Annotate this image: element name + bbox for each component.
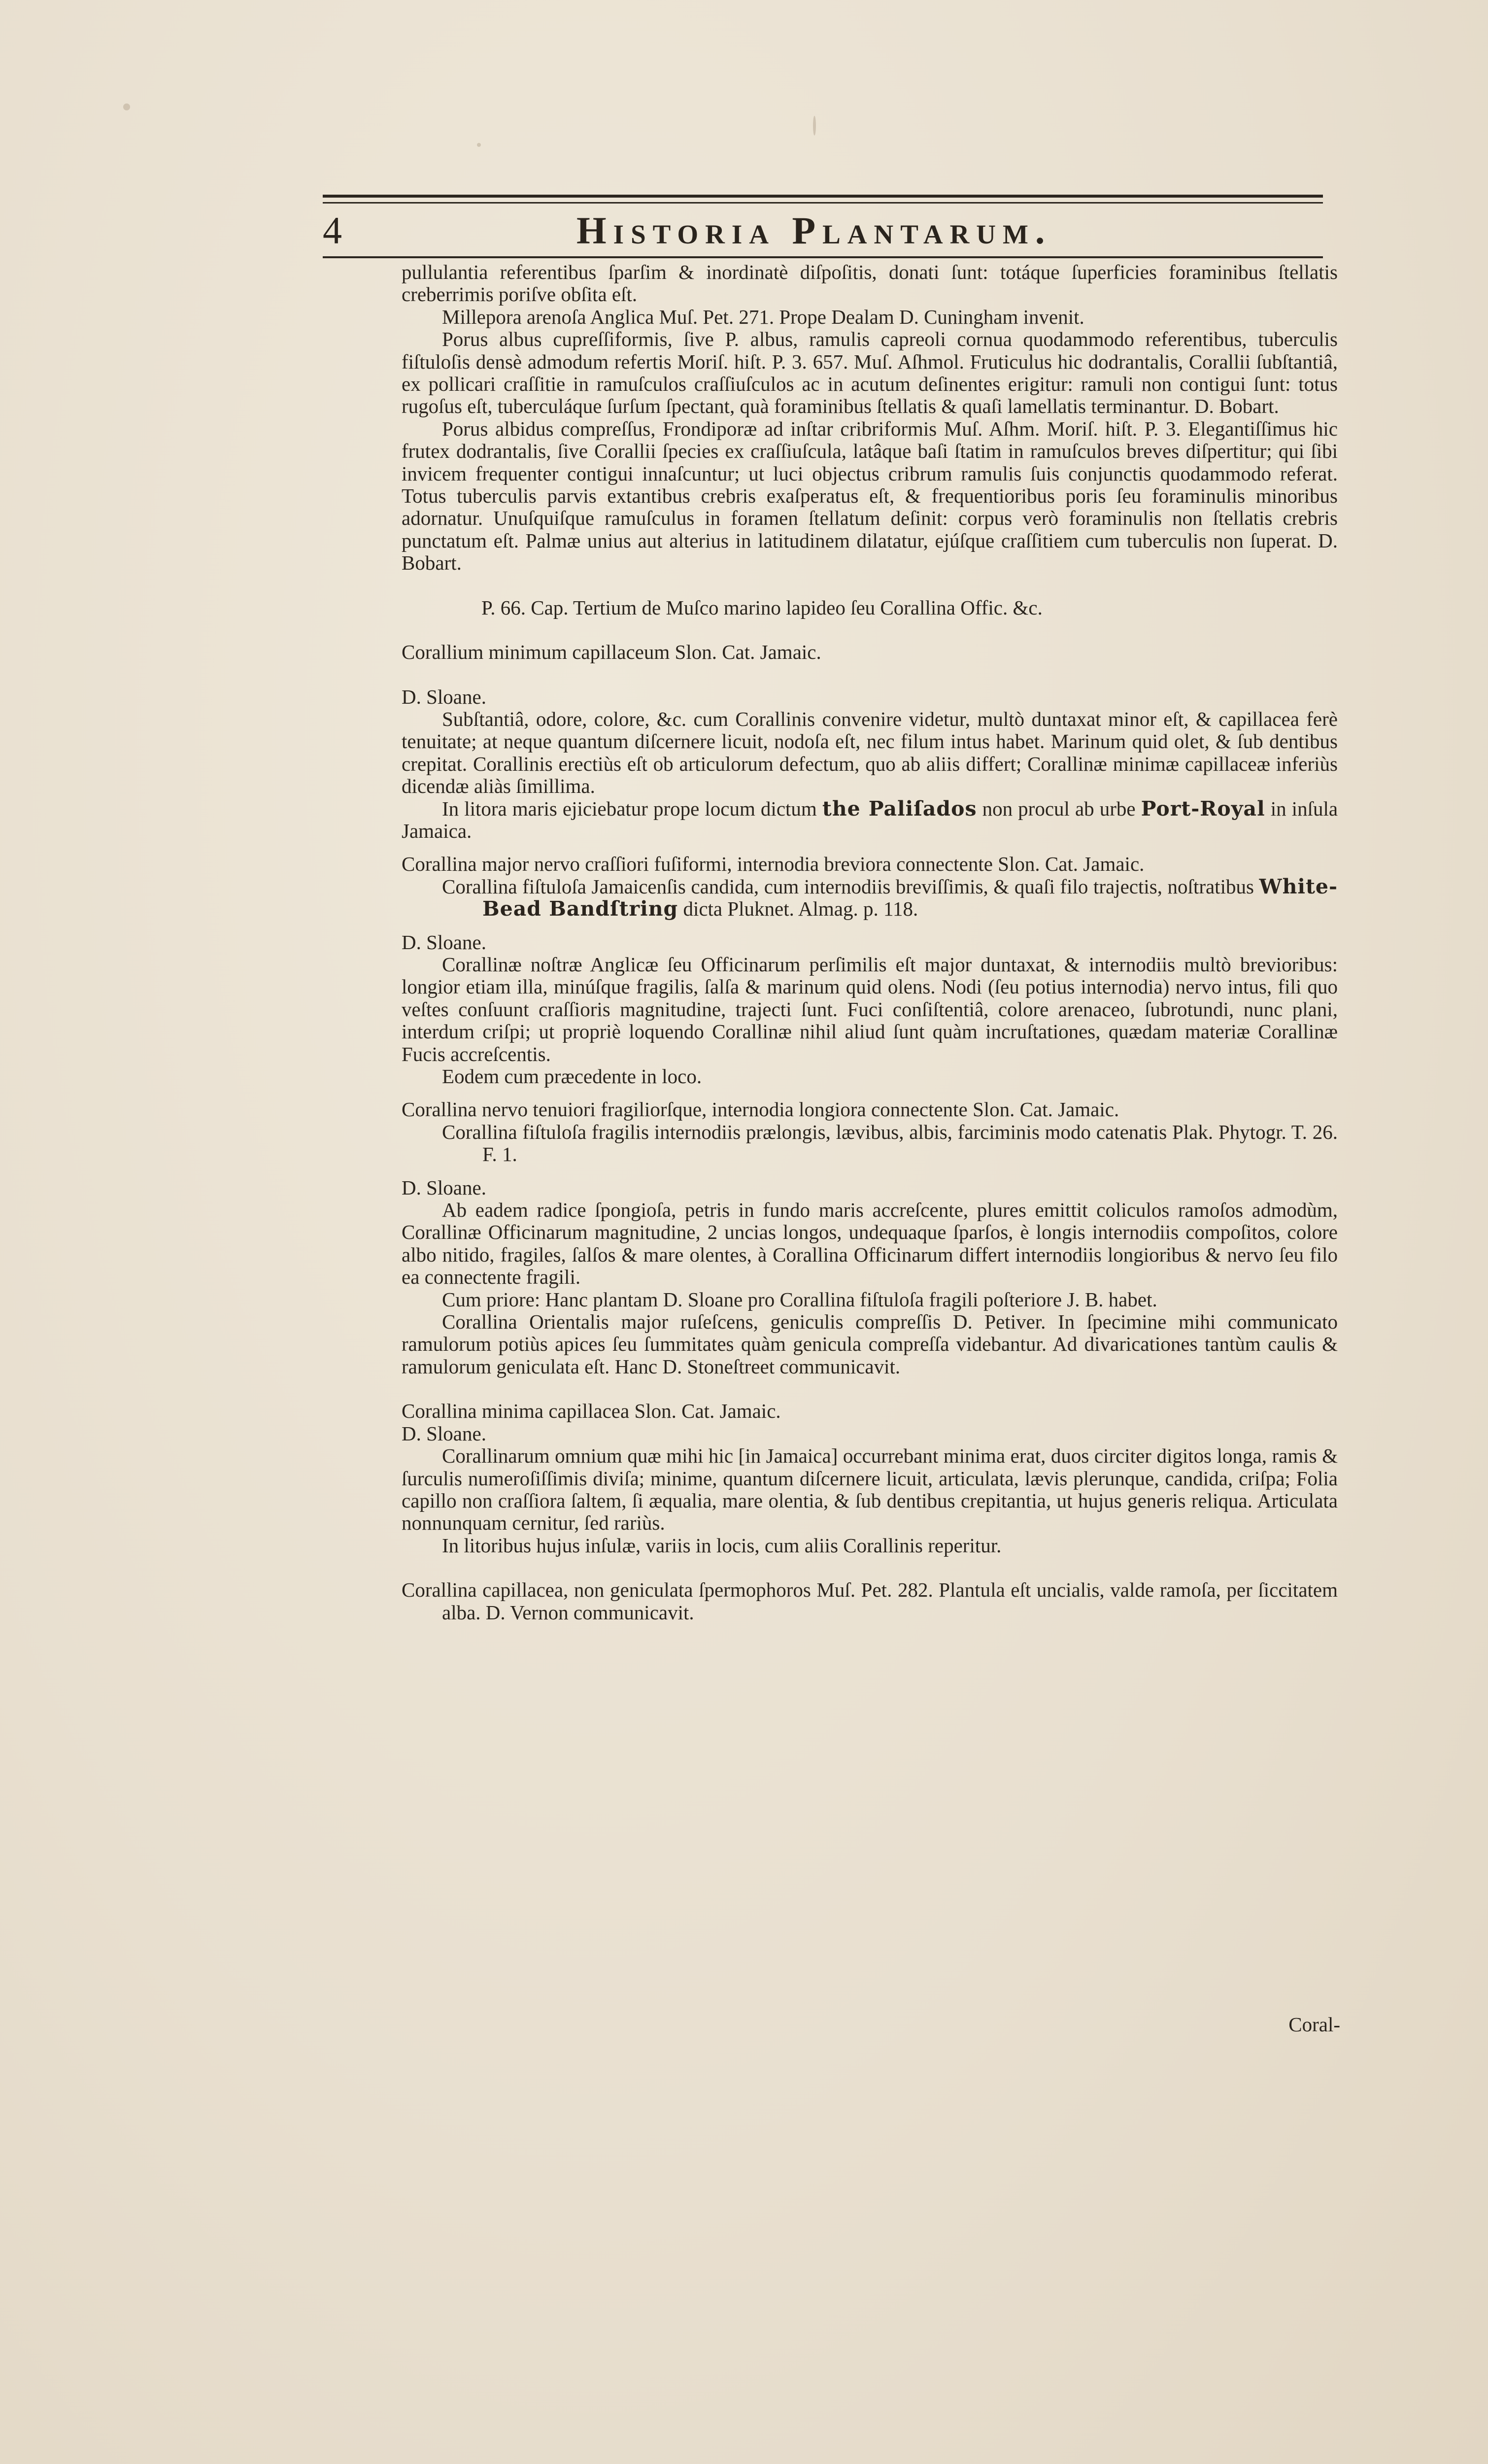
synonym [402, 876, 1338, 921]
species-title: Corallina minima capillacea Slon. Cat. Jamaic. [402, 1400, 781, 1423]
paragraph [402, 798, 1338, 843]
author-note: D. Sloane. [402, 685, 486, 708]
paragraph: Corallina Orientalis major ruſeſcens, geniculis compreſſis D. Petiver. In ſpecimine mihi communicato ramulorum potiùs apices ſeu ſummitates quàm genicula compreſſa videbantur. Ad divaricationes tantùm caulis & ramulorum geniculata eſt. Hanc D. Stoneſtreet communicavit. [402, 1310, 1338, 1378]
header-rule-thin [323, 202, 1323, 204]
paragraph: Corallinarum omnium quæ mihi hic [in Jamaica] occurrebant minima erat, duos circiter digitos longa, ramis & ſurculis numeroſiſſimis diviſa; minime, quantum diſcernere licuit, articulata, lævis plerunque, candida, criſpa; Folia capillo non craſſiora ſaltem, ſi æqualia, mare olentia, & ſub dentibus crepitantia, ut hujus generis reliqua. Articulata nonnunquam cernitur, ſed rariùs. [402, 1444, 1338, 1535]
text-span: non procul ab urbe [982, 797, 1136, 820]
paper-spot [477, 143, 481, 147]
species-entry: Corallina capillacea, non geniculata ſpermophoros Muſ. Pet. 282. Plantula eſt uncialis, valde ramoſa, per ſiccitatem alba. D. Vernon communicavit. [402, 1578, 1338, 1624]
blackletter-place: the Paliſados [822, 796, 977, 821]
synonym: Corallina fiſtuloſa fragilis internodiis prælongis, lævibus, albis, farciminis modo catenatis Plak. Phytogr. T. 26. F. 1. [442, 1120, 1338, 1166]
running-head: Historia Plantarum. [576, 209, 1052, 252]
species-title: Corallium minimum capillaceum Slon. Cat. Jamaic. [402, 641, 821, 664]
author-note: D. Sloane. [402, 1422, 486, 1445]
paragraph: Cum priore: Hanc plantam D. Sloane pro Corallina fiſtuloſa fragili poſteriore J. B. habet. [442, 1288, 1157, 1311]
paragraph: Porus albus cupreſſiformis, ſive P. albus, ramulis capreoli cornua quodammodo referentibus, tuberculis fiſtuloſis densè admodum refertis Moriſ. hiſt. P. 3. 657. Muſ. Aſhmol. Fruticulus hic dodrantalis, Corallii ſubſtantiâ, ex pollicari craſſitie in ramuſculos craſſiuſculos ac in acutum deſinentes erigitur: ramuli non contigui ſunt: totus rugoſus eſt, tuberculáque ſurſum ſpectant, quà foraminibus ſtellatis & quaſi lamellatis terminantur. D. Bobart. [402, 328, 1338, 418]
species-title: Corallina nervo tenuiori fragiliorſque, internodia longiora connectente Slon. Cat. Jamaic. [402, 1098, 1119, 1121]
chapter-heading: P. 66. Cap. Tertium de Muſco marino lapideo ſeu Corallina Offic. &c. [481, 596, 1043, 619]
paragraph: Porus albidus compreſſus, Frondiporæ ad inſtar cribriformis Muſ. Aſhm. Moriſ. hiſt. P. 3. Elegantiſſimus hic frutex dodrantalis, ſive Corallii ſpecies ex craſſiuſcula, latâque baſi ſtatim in ramuſculos breves diſpertitur; qui ſibi invicem frequenter contigui innaſcuntur; ut luci objectus cribrum ramulis ſuis conjunctis quodammodo referat. Totus tuberculis parvis extantibus crebris exaſperatus eſt, & frequentioribus poris ſeu foraminulis minoribus adornatur. Unuſquiſque ramuſculus in foramen ſtellatum deſinit: corpus verò foraminulis non ſtellatis crebris punctatum eſt. Palmæ unius aut alterius in latitudinem dilatatur, ejúſque craſſitiem cum tuberculis non ſuperat. D. Bobart. [402, 417, 1338, 575]
author-note: D. Sloane. [402, 930, 486, 954]
text-span: in inſula Jamaica. [402, 797, 1338, 842]
species-title: Corallina major nervo craſſiori fuſiformi, internodia breviora connectente Slon. Cat. Jamaic. [402, 853, 1145, 876]
text-span: Corallina fiſtuloſa Jamaicenſis candida, cum internodiis breviſſimis, & quaſi filo trajectis, noſtratibus [442, 875, 1254, 898]
paragraph: Millepora arenoſa Anglica Muſ. Pet. 271. Prope Dealam D. Cuningham invenit. [442, 305, 1084, 328]
text-span: In litora maris ejiciebatur prope locum dictum [442, 797, 817, 820]
header-rule-bottom [323, 256, 1323, 258]
body-text [402, 261, 1338, 1624]
paragraph: Subſtantiâ, odore, colore, &c. cum Corallinis convenire videtur, multò duntaxat minor eſt, & capillacea ferè tenuitate; at neque quantum diſcernere licuit, nodoſa eſt, nec filum intus habet. Marinum quid olet, & ſub dentibus crepitat. Corallinis erectiùs eſt ob articulorum defectum, quo ab aliis differt; Corallinæ minimæ capillaceæ inferiùs dicendæ aliàs ſimillima. [402, 707, 1338, 798]
paragraph: Ab eadem radice ſpongioſa, petris in fundo maris accreſcente, plures emittit coliculos ramoſos admodùm, Corallinæ Officinarum magnitudine, 2 uncias longos, undequaque ſparſos, è longis internodiis compoſitos, colore albo nitido, fragiles, ſalſos & mare olentes, à Corallina Officinarum differt internodiis longioribus & nervo ſeu filo ea connectente fragili. [402, 1198, 1338, 1289]
blackletter-place: Port-Royal [1141, 796, 1265, 821]
author-note: D. Sloane. [402, 1176, 486, 1199]
paper-spot [813, 116, 816, 136]
catchword: Coral- [1288, 2013, 1340, 2036]
text-span: dicta Pluknet. Almag. p. 118. [683, 897, 918, 921]
header-rule-top [323, 195, 1323, 198]
blackletter-name: White-Bead Bandſtring [482, 874, 1338, 921]
paragraph: Corallinæ noſtræ Anglicæ ſeu Officinarum perſimilis eſt major duntaxat, & internodiis multò brevioribus: longior etiam illa, minúſque fragilis, ſalſa & marinum quid olens. Nodi (ſeu potius internodia) nervo intus, fili quo veſtes conſuunt craſſioris magnitudine, trajecti ſunt. Fuci conſiſtentiâ, colore arenaceo, ſubrotundi, nunc plani, interdum criſpi; ut propriè loquendo Corallinæ nihil aliud ſunt quàm incruſtationes, quædam materiæ Corallinæ Fucis accreſcentis. [402, 953, 1338, 1065]
paragraph: Eodem cum præcedente in loco. [442, 1065, 702, 1088]
paragraph: pullulantia referentibus ſparſim & inordinatè diſpoſitis, donati ſunt: totáque ſuperficies foraminibus ſtellatis creberrimis poriſve obſita eſt. [402, 261, 1338, 306]
paper-spot [123, 103, 130, 110]
page-number: 4 [323, 209, 342, 252]
paragraph: In litoribus hujus inſulæ, variis in locis, cum aliis Corallinis reperitur. [442, 1534, 1002, 1557]
